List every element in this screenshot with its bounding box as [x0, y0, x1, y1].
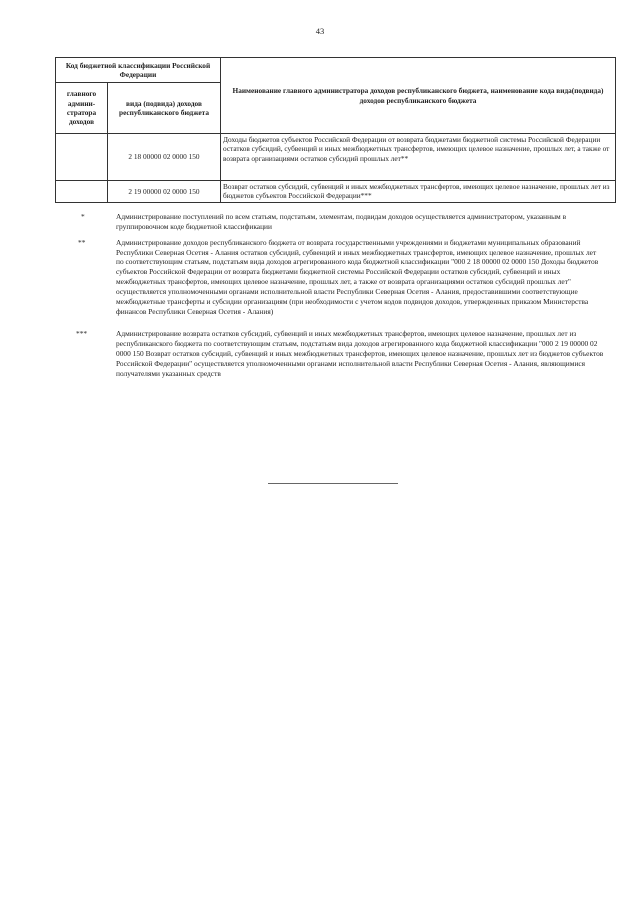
footnote-mark: ***	[76, 329, 88, 339]
budget-classification-table	[55, 57, 616, 203]
table-row	[56, 134, 616, 181]
footnote-text: Администрирование поступлений по всем статьям, подстатьям, элементам, подвидам доходов осуществляется администратором, указанным в группировочном коде бюджетной классификации	[116, 212, 567, 231]
footnote-2	[70, 238, 605, 317]
footnote-mark: *	[81, 212, 85, 221]
table-header-row-1	[56, 58, 616, 83]
footnotes	[70, 212, 605, 379]
header-admin-code: главного админи-стратора доходов	[56, 83, 108, 134]
footnote-text: Администрирование доходов республиканского бюджета от возврата государственными учреждениями и бюджетами муниципальных образований Республики Северная Осетия - Алания остатков субсидий, субвенций и иных межбюджетных трансфертов, имеющих целевое назначение, прошлых лет по соответствующим статьям, подстатьям вида доходов агрегированного кода бюджетной классификации "000 2 18 00000 02 0000 150 Доходы бюджетов субъектов Российской Федерации от возврата бюджетами бюджетной системы Российской Федерации остатков субсидий, субвенций и иных межбюджетных трансфертов, имеющих целевое назначение, прошлых лет, а также от возврата организациями остатков субсидий прошлых лет" осуществляется уполномоченными органами исполнительной власти Республики Северная Осетия - Алания, предоставившими соответствующие межбюджетные трансферты и субсидии организациям (при необходимости с учетом кодов подвидов доходов, утвержденных приказом Министерства финансов Республики Северная Осетия - Алания)	[116, 237, 599, 316]
cell-admin-code	[56, 181, 108, 203]
separator-line	[268, 483, 398, 484]
cell-income-code: 2 19 00000 02 0000 150	[108, 181, 221, 203]
cell-income-name: Возврат остатков субсидий, субвенций и иных межбюджетных трансфертов, имеющих целевое назначение, прошлых лет из бюджетов субъектов Российской Федерации***	[221, 181, 616, 203]
footnote-1	[70, 212, 605, 232]
cell-income-code: 2 18 00000 02 0000 150	[108, 134, 221, 181]
header-income-type-code: вида (подвида) доходов республиканского бюджета	[108, 83, 221, 134]
header-name: Наименование главного администратора доходов республиканского бюджета, наименование кода вида(подвида) доходов республиканского бюджета	[221, 58, 616, 134]
footnote-mark: **	[78, 237, 86, 247]
table-row	[56, 181, 616, 203]
cell-admin-code	[56, 134, 108, 181]
footnote-text: Администрирование возврата остатков субсидий, субвенций и иных межбюджетных трансфертов, имеющих целевое назначение, прошлых лет из республиканского бюджета по соответствующим статьям, подстатьям вида доходов агрегированного кода бюджетной классификации "000 2 19 00000 02 0000 150 Возврат остатков субсидий, субвенций и иных межбюджетных трансфертов, имеющих целевое назначение, прошлых лет из бюджетов субъектов Российской Федерации" осуществляется уполномоченными органами исполнительной власти Республики Северная Осетия - Алания, являющимися получателями указанных средств	[116, 329, 604, 378]
footnote-3	[70, 329, 605, 378]
page-number: 43	[315, 26, 325, 36]
header-classification-code: Код бюджетной классификации Российской Федерации	[56, 58, 221, 83]
cell-income-name: Доходы бюджетов субъектов Российской Федерации от возврата бюджетами бюджетной системы Российской Федерации остатков субсидий, субвенций и иных межбюджетных трансфертов, имеющих целевое назначение, прошлых лет, а также от возврата организациями остатков субсидий прошлых лет**	[221, 134, 616, 181]
